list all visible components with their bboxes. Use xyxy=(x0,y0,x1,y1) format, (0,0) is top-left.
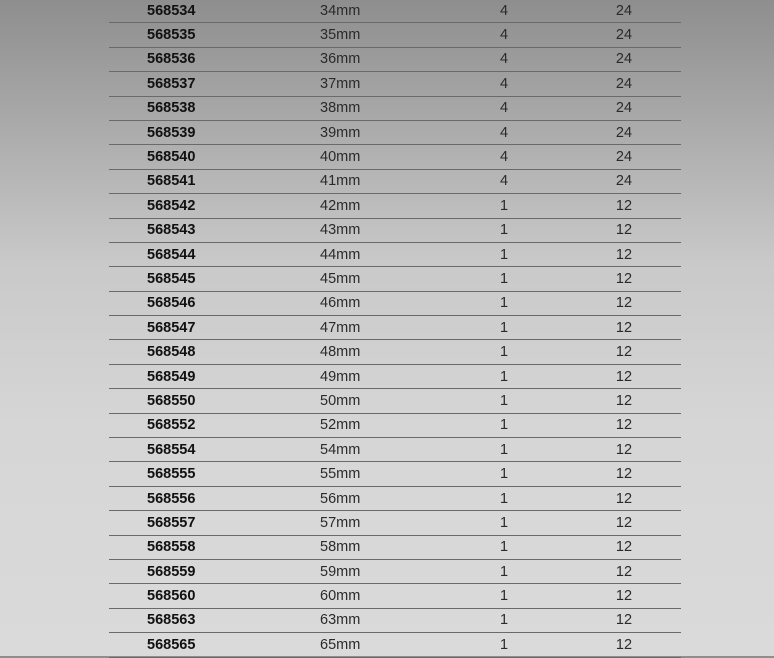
quantity-value: 1 xyxy=(499,514,509,531)
size-cell: 65mm xyxy=(320,636,361,653)
size-cell: 48mm xyxy=(320,344,361,361)
product-code-cell: 568557 xyxy=(147,514,196,531)
table-row xyxy=(109,633,681,657)
table-row xyxy=(109,536,681,560)
size-cell: 63mm xyxy=(320,612,361,629)
product-code-cell: 568545 xyxy=(147,270,196,287)
pack-value: 12 xyxy=(615,417,633,434)
product-code-cell: 568539 xyxy=(147,124,196,141)
size-cell: 42mm xyxy=(320,197,361,214)
pack-value: 24 xyxy=(615,51,633,68)
table-row xyxy=(109,0,681,23)
quantity-value: 1 xyxy=(499,344,509,361)
table-row xyxy=(109,511,681,535)
table-row xyxy=(109,462,681,486)
table-row xyxy=(109,487,681,511)
quantity-value: 1 xyxy=(499,246,509,263)
product-code-cell: 568552 xyxy=(147,417,196,434)
quantity-value: 1 xyxy=(499,417,509,434)
pack-value: 12 xyxy=(615,636,633,653)
quantity-value: 1 xyxy=(499,392,509,409)
pack-value: 24 xyxy=(615,75,633,92)
product-code-cell: 568536 xyxy=(147,51,196,68)
table-row xyxy=(109,243,681,267)
pack-value: 12 xyxy=(615,441,633,458)
pack-value: 12 xyxy=(615,270,633,287)
table-row xyxy=(109,267,681,291)
pack-value: 12 xyxy=(615,222,633,239)
product-code-cell: 568554 xyxy=(147,441,196,458)
product-code-cell: 568541 xyxy=(147,173,196,190)
pack-value: 12 xyxy=(615,539,633,556)
product-code-cell: 568549 xyxy=(147,368,196,385)
product-code-cell: 568542 xyxy=(147,197,196,214)
table-row xyxy=(109,145,681,169)
table-row xyxy=(109,389,681,413)
table-row xyxy=(109,316,681,340)
table-row xyxy=(109,194,681,218)
size-cell: 34mm xyxy=(320,3,361,20)
size-cell: 44mm xyxy=(320,246,361,263)
quantity-value: 1 xyxy=(499,295,509,312)
quantity-value: 4 xyxy=(499,75,509,92)
pack-value: 12 xyxy=(615,514,633,531)
size-cell: 46mm xyxy=(320,295,361,312)
table-row xyxy=(109,97,681,121)
product-code-cell: 568558 xyxy=(147,539,196,556)
quantity-value: 1 xyxy=(499,539,509,556)
size-cell: 39mm xyxy=(320,124,361,141)
table-row xyxy=(109,438,681,462)
size-cell: 58mm xyxy=(320,539,361,556)
size-cell: 52mm xyxy=(320,417,361,434)
quantity-value: 1 xyxy=(499,612,509,629)
size-cell: 45mm xyxy=(320,270,361,287)
pack-value: 24 xyxy=(615,27,633,44)
product-code-cell: 568556 xyxy=(147,490,196,507)
size-cell: 36mm xyxy=(320,51,361,68)
quantity-value: 1 xyxy=(499,270,509,287)
product-code-cell: 568559 xyxy=(147,563,196,580)
quantity-value: 1 xyxy=(499,197,509,214)
table-row xyxy=(109,48,681,72)
quantity-value: 1 xyxy=(499,466,509,483)
size-cell: 56mm xyxy=(320,490,361,507)
table-row xyxy=(109,219,681,243)
size-cell: 55mm xyxy=(320,466,361,483)
size-cell: 41mm xyxy=(320,173,361,190)
table-row xyxy=(109,72,681,96)
table-row xyxy=(109,170,681,194)
size-cell: 50mm xyxy=(320,392,361,409)
pack-value: 24 xyxy=(615,149,633,166)
quantity-value: 4 xyxy=(499,3,509,20)
product-code-cell: 568534 xyxy=(147,3,196,20)
quantity-value: 1 xyxy=(499,319,509,336)
product-code-cell: 568548 xyxy=(147,344,196,361)
pack-value: 12 xyxy=(615,490,633,507)
quantity-value: 1 xyxy=(499,490,509,507)
quantity-value: 1 xyxy=(499,222,509,239)
quantity-value: 4 xyxy=(499,124,509,141)
quantity-value: 1 xyxy=(499,563,509,580)
quantity-value: 4 xyxy=(499,100,509,117)
pack-value: 12 xyxy=(615,588,633,605)
size-cell: 35mm xyxy=(320,27,361,44)
size-cell: 38mm xyxy=(320,100,361,117)
pack-value: 12 xyxy=(615,392,633,409)
pack-value: 24 xyxy=(615,124,633,141)
table-row xyxy=(109,414,681,438)
product-code-cell: 568535 xyxy=(147,27,196,44)
size-cell: 40mm xyxy=(320,149,361,166)
product-code-cell: 568544 xyxy=(147,246,196,263)
quantity-value: 4 xyxy=(499,149,509,166)
product-table xyxy=(109,0,681,658)
table-row xyxy=(109,121,681,145)
size-cell: 60mm xyxy=(320,588,361,605)
table-row xyxy=(109,292,681,316)
size-cell: 49mm xyxy=(320,368,361,385)
product-code-cell: 568550 xyxy=(147,392,196,409)
pack-value: 12 xyxy=(615,246,633,263)
size-cell: 37mm xyxy=(320,75,361,92)
quantity-value: 4 xyxy=(499,51,509,68)
table-row xyxy=(109,609,681,633)
pack-value: 12 xyxy=(615,612,633,629)
table-row xyxy=(109,584,681,608)
product-code-cell: 568538 xyxy=(147,100,196,117)
pack-value: 12 xyxy=(615,344,633,361)
size-cell: 59mm xyxy=(320,563,361,580)
product-code-cell: 568540 xyxy=(147,149,196,166)
quantity-value: 1 xyxy=(499,368,509,385)
product-code-cell: 568565 xyxy=(147,636,196,653)
pack-value: 12 xyxy=(615,319,633,336)
quantity-value: 1 xyxy=(499,588,509,605)
pack-value: 12 xyxy=(615,466,633,483)
product-code-cell: 568543 xyxy=(147,222,196,239)
size-cell: 47mm xyxy=(320,319,361,336)
pack-value: 24 xyxy=(615,173,633,190)
pack-value: 24 xyxy=(615,100,633,117)
size-cell: 54mm xyxy=(320,441,361,458)
pack-value: 12 xyxy=(615,368,633,385)
product-code-cell: 568555 xyxy=(147,466,196,483)
table-row xyxy=(109,560,681,584)
pack-value: 12 xyxy=(615,295,633,312)
table-row xyxy=(109,340,681,364)
product-code-cell: 568563 xyxy=(147,612,196,629)
quantity-value: 4 xyxy=(499,27,509,44)
size-cell: 43mm xyxy=(320,222,361,239)
quantity-value: 4 xyxy=(499,173,509,190)
quantity-value: 1 xyxy=(499,636,509,653)
pack-value: 24 xyxy=(615,3,633,20)
size-cell: 57mm xyxy=(320,514,361,531)
table-row xyxy=(109,23,681,47)
product-code-cell: 568560 xyxy=(147,588,196,605)
table-row xyxy=(109,365,681,389)
quantity-value: 1 xyxy=(499,441,509,458)
pack-value: 12 xyxy=(615,563,633,580)
product-code-cell: 568547 xyxy=(147,319,196,336)
product-code-cell: 568546 xyxy=(147,295,196,312)
product-code-cell: 568537 xyxy=(147,75,196,92)
pack-value: 12 xyxy=(615,197,633,214)
